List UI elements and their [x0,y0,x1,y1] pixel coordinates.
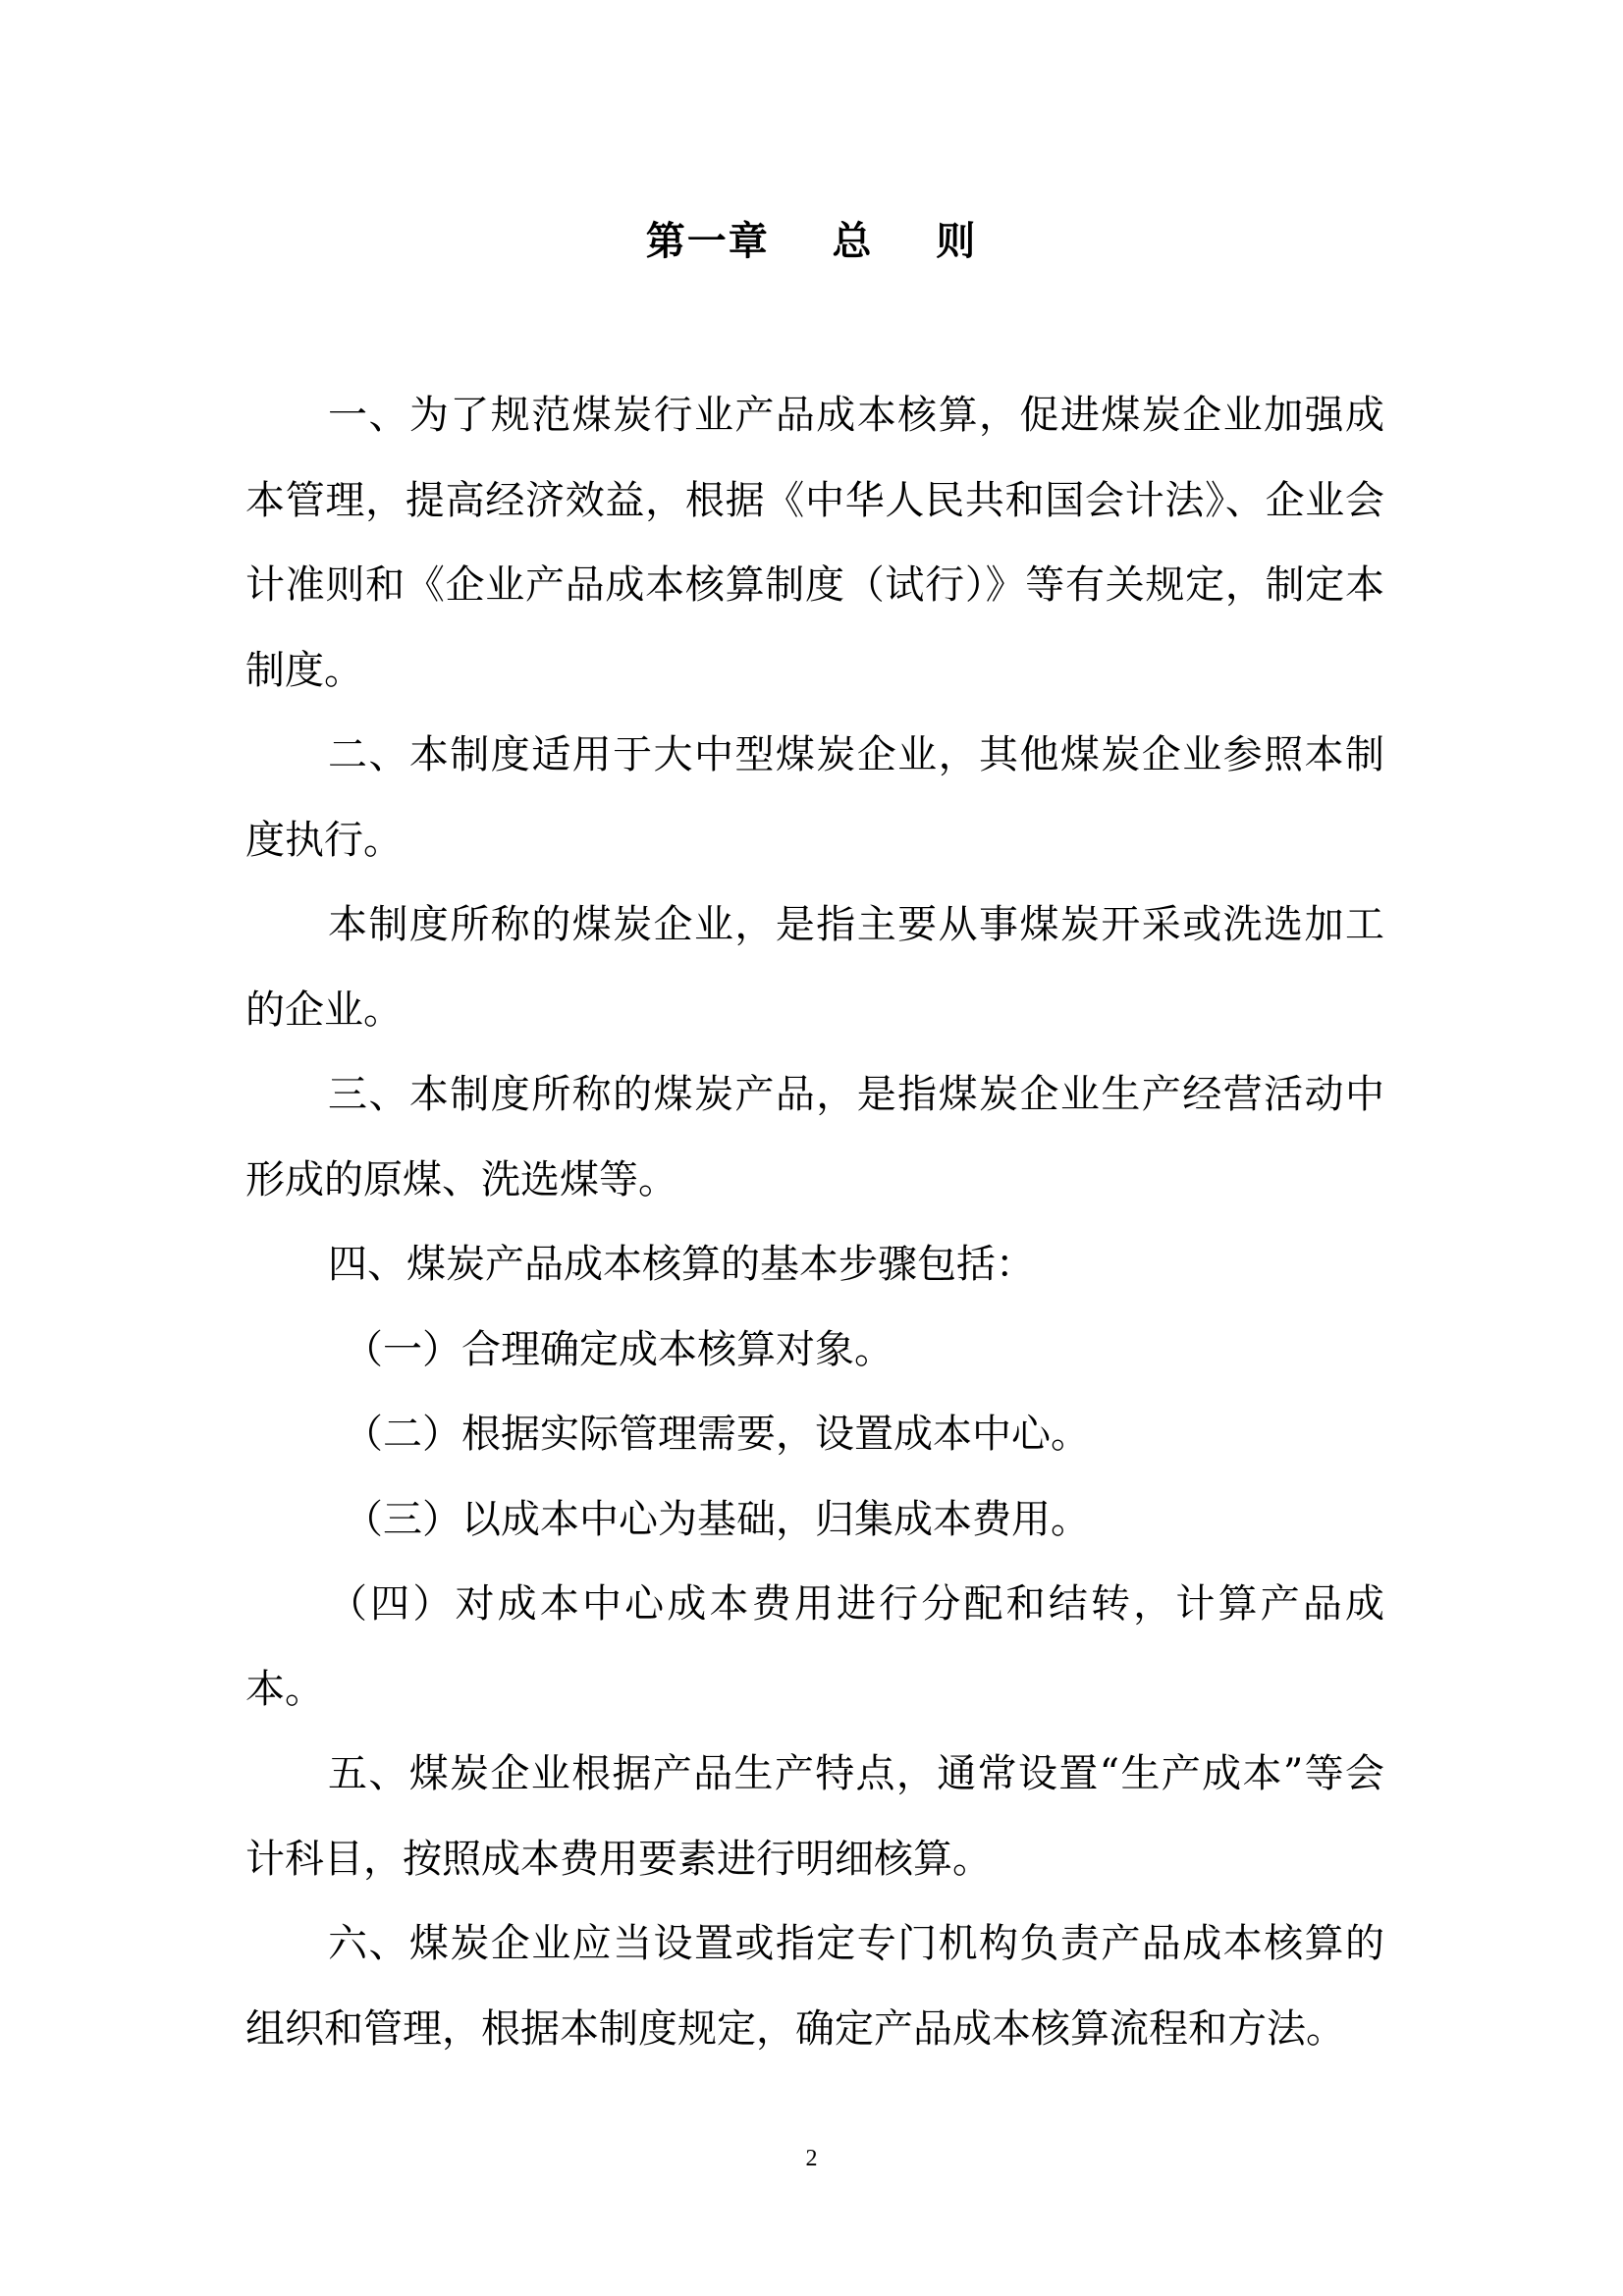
list-item: （二）根据实际管理需要，设置成本中心。 [344,1412,1090,1457]
page-number: 2 [805,2146,818,2171]
body-text [245,373,1384,2071]
paragraph-1: 一、为了规范煤炭行业产品成本核算，促进煤炭企业加强成本管理，提高经济效益，根据《中华人民共和国会计法》、企业会计准则和《企业产品成本核算制度（试行）》等有关规定，制定本制度。 [245,393,1384,693]
list-item: （三）以成本中心为基础，归集成本费用。 [344,1496,1090,1542]
list-item: （四）对成本中心成本费用进行分配和结转，计算产品成本。 [245,1581,1384,1712]
paragraph-3: 三、本制度所称的煤炭产品，是指煤炭企业生产经营活动中形成的原煤、洗选煤等。 [245,1072,1384,1202]
paragraph-6: 六、煤炭企业应当设置或指定专门机构负责产品成本核算的组织和管理，根据本制度规定，确定产品成本核算流程和方法。 [245,1921,1384,2052]
list-item: （一）合理确定成本核算对象。 [344,1326,893,1372]
paragraph-2: 二、本制度适用于大中型煤炭企业，其他煤炭企业参照本制度执行。 [245,732,1384,863]
paragraph-5: 五、煤炭企业根据产品生产特点，通常设置“生产成本”等会计科目，按照成本费用要素进行明细核算。 [245,1751,1384,1882]
chapter-title: 第一章 总 则 [645,219,978,264]
paragraph-4: 四、煤炭产品成本核算的基本步骤包括： [328,1242,1035,1287]
paragraph-2-definition: 本制度所称的煤炭企业，是指主要从事煤炭开采或洗选加工的企业。 [245,902,1384,1033]
